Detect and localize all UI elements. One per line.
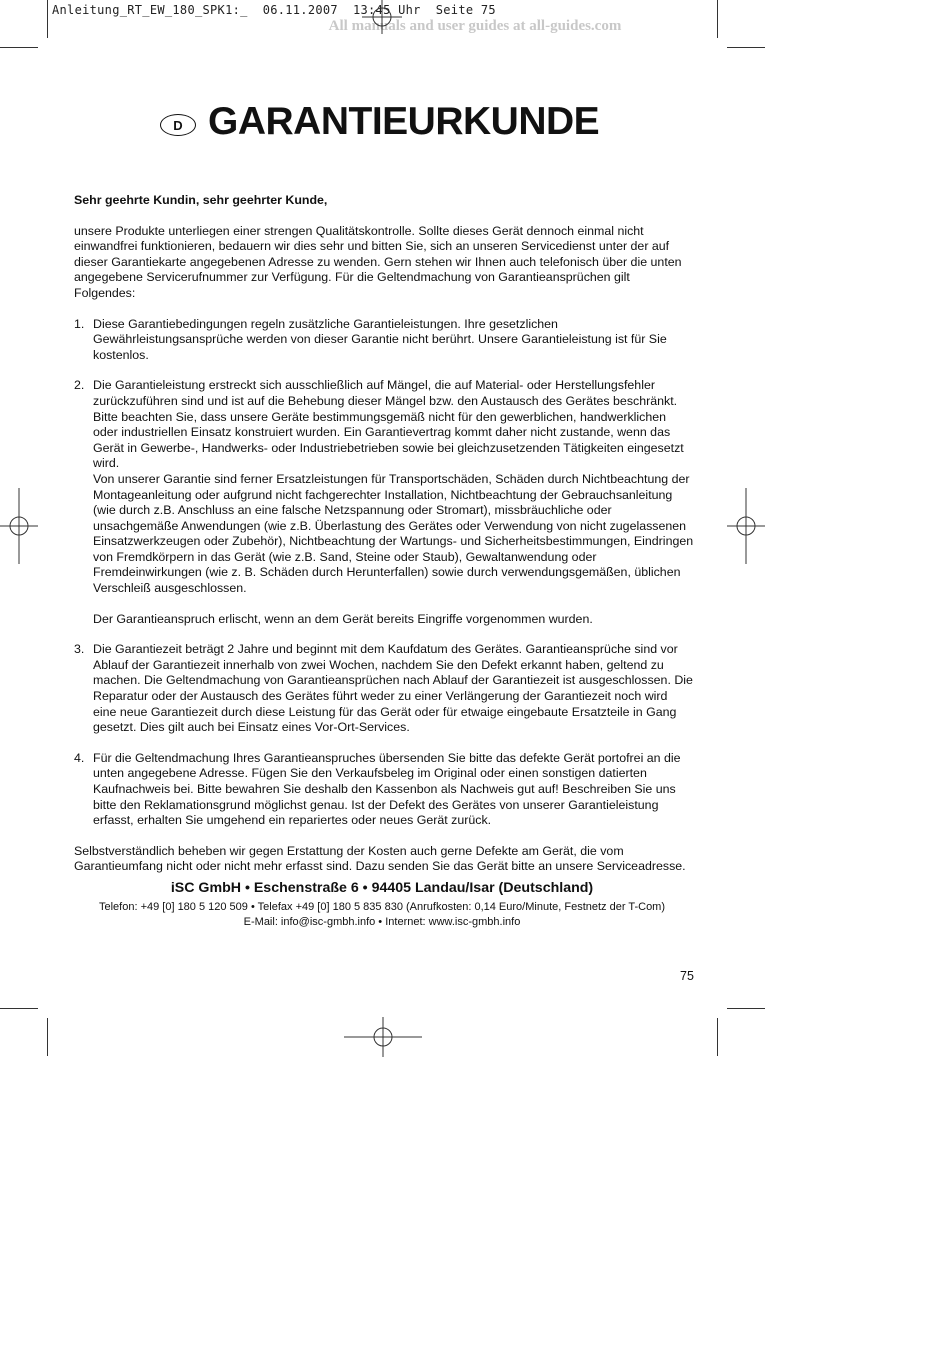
item-number: 2. bbox=[74, 378, 85, 393]
crop-mark bbox=[0, 47, 38, 48]
crop-mark bbox=[717, 1018, 718, 1056]
list-item bbox=[74, 751, 694, 829]
crop-mark bbox=[47, 1018, 48, 1056]
watermark: All manuals and user guides at all-guides.com bbox=[328, 18, 622, 34]
contact-web-line: E-Mail: info@isc-gmbh.info • Internet: www.isc-gmbh.info bbox=[243, 916, 521, 929]
document-body bbox=[74, 193, 694, 931]
item-text: Für die Geltendmachung Ihres Garantieanspruches übersenden Sie bitte das defekte Gerät portofrei an die unten angegebene Adresse. Fügen Sie den Verkaufsbeleg im Original oder einen sonstigen datierten Kaufnachweis bei. Bitte bewahren Sie deshalb den Kassenbon als Nachweis gut auf! Beschreiben Sie uns bitte den Reklamationsgrund möglichst genau. Ist der Defekt des Gerätes von unserer Garantieleistung erfasst, erhalten Sie umgehend ein repariertes oder neues Gerät zurück. bbox=[93, 750, 681, 828]
closing-paragraph: Selbstverständlich beheben wir gegen Erstattung der Kosten auch gerne Defekte am Gerät, die vom Garantieumfang nicht oder nicht mehr erfasst sind. Dazu senden Sie das Gerät bitte an unsere Serviceadresse. bbox=[74, 843, 686, 874]
title-block bbox=[160, 100, 599, 144]
page-title: GARANTIEURKUNDE bbox=[208, 100, 600, 143]
salutation: Sehr geehrte Kundin, sehr geehrter Kunde, bbox=[74, 193, 328, 207]
list-item bbox=[74, 317, 694, 364]
registration-mark-top bbox=[362, 0, 402, 34]
registration-mark-left bbox=[0, 488, 38, 564]
item-number: 4. bbox=[74, 750, 85, 765]
crop-mark bbox=[47, 0, 48, 38]
item-number: 1. bbox=[74, 316, 85, 331]
list-item bbox=[74, 642, 694, 736]
intro-paragraph: unsere Produkte unterliegen einer strengen Qualitätskontrolle. Sollte dieses Gerät dennoch einmal nicht einwandfrei funktionieren, bedauern wir dies sehr und bitten Sie, sich an unseren Servicedienst unter der auf dieser Garantiekarte angegebenen Adresse zu wenden. Gern stehen wir Ihnen auch telefonisch über die unten angegebene Servicerufnummer zur Verfügung. Für die Geltendmachung von Garantieansprüchen gilt Folgendes: bbox=[74, 223, 682, 300]
registration-mark-right bbox=[727, 488, 765, 564]
crop-mark bbox=[727, 1008, 765, 1009]
page-number: 75 bbox=[680, 969, 694, 983]
item-text: Diese Garantiebedingungen regeln zusätzliche Garantieleistungen. Ihre gesetzlichen Gewährleistungsansprüche werden von dieser Garantie nicht berührt. Unsere Garantieleistung ist für Sie kostenlos. bbox=[93, 316, 667, 362]
item-text: Der Garantieanspruch erlischt, wenn an dem Gerät bereits Eingriffe vorgenommen wurden. bbox=[93, 611, 593, 626]
country-badge: D bbox=[160, 114, 196, 136]
list-item bbox=[74, 378, 694, 627]
crop-mark bbox=[717, 0, 718, 38]
registration-mark-bottom bbox=[344, 1017, 422, 1057]
crop-mark bbox=[0, 1008, 38, 1009]
warranty-terms-list bbox=[74, 317, 694, 829]
item-text: Die Garantiezeit beträgt 2 Jahre und beginnt mit dem Kaufdatum des Gerätes. Garantieansprüche sind vor Ablauf der Garantiezeit innerhalb von zwei Wochen, nachdem Sie den Defekt erkannt haben, geltend zu machen. Die Geltendmachung von Garantieansprüchen nach Ablauf der Garantiezeit ist ausgeschlossen. Die Reparatur oder der Austausch des Gerätes führt weder zu einer Verlängerung der Garantiezeit noch wird eine neue Garantiezeit durch diese Leistung für das Gerät oder für etwaige eingebaute Ersatzteile in Gang gesetzt. Dies gilt auch bei Einsatz eines Vor-Ort-Services. bbox=[93, 642, 693, 735]
item-text: Von unserer Garantie sind ferner Ersatzleistungen für Transportschäden, Schäden durch Nichtbeachtung der Montageanleitung oder aufgrund nicht fachgerechter Installation, Nichtbeachtung der Gebrauchsanleitung (wie durch z.B. Anschluss an eine falsche Netzspannung oder Stromart), missbräuchliche oder unsachgemäße Anwendungen (wie z.B. Überlastung des Gerätes oder Verwendung von nicht zugelassenen Einsatzwerkzeugen oder Zubehör), Nichtbeachtung der Wartungs- und Sicherheitsbestimmungen, Eindringen von Fremdkörpern in das Gerät (wie z.B. Sand, Steine oder Staub), Gewaltanwendung oder Fremdeinwirkungen (wie z. B. Schäden durch Herunterfallen) sowie durch verwendungsgemäßen, üblichen Verschleiß ausgeschlossen. bbox=[93, 471, 694, 596]
crop-mark bbox=[727, 47, 765, 48]
item-number: 3. bbox=[74, 642, 85, 657]
contact-phone-line: Telefon: +49 [0] 180 5 120 509 • Telefax +49 [0] 180 5 835 830 (Anrufkosten: 0,14 Euro/Minute, Festnetz der T-Com) bbox=[98, 900, 666, 913]
company-address: iSC GmbH • Eschenstraße 6 • 94405 Landau/Isar (Deutschland) bbox=[170, 879, 594, 896]
item-text: Die Garantieleistung erstreckt sich ausschließlich auf Mängel, die auf Material- oder Herstellungsfehler zurückzuführen sind und ist auf die Behebung dieser Mängel bzw. den Austausch des Gerätes beschränkt. Bitte beachten Sie, dass unsere Geräte bestimmungsgemäß nicht für den gewerblichen, handwerklichen oder industriellen Einsatz konstruiert wurden. Ein Garantievertrag kommt daher nicht zustande, wenn das Gerät in Gewerbe-, Handwerks- oder Industriebetrieben sowie bei gleichzusetzenden Tätigkeiten eingesetzt wird. bbox=[93, 378, 684, 471]
print-slug: Anleitung_RT_EW_180_SPK1:_ 06.11.2007 13:45 Uhr Seite 75 bbox=[52, 3, 496, 17]
